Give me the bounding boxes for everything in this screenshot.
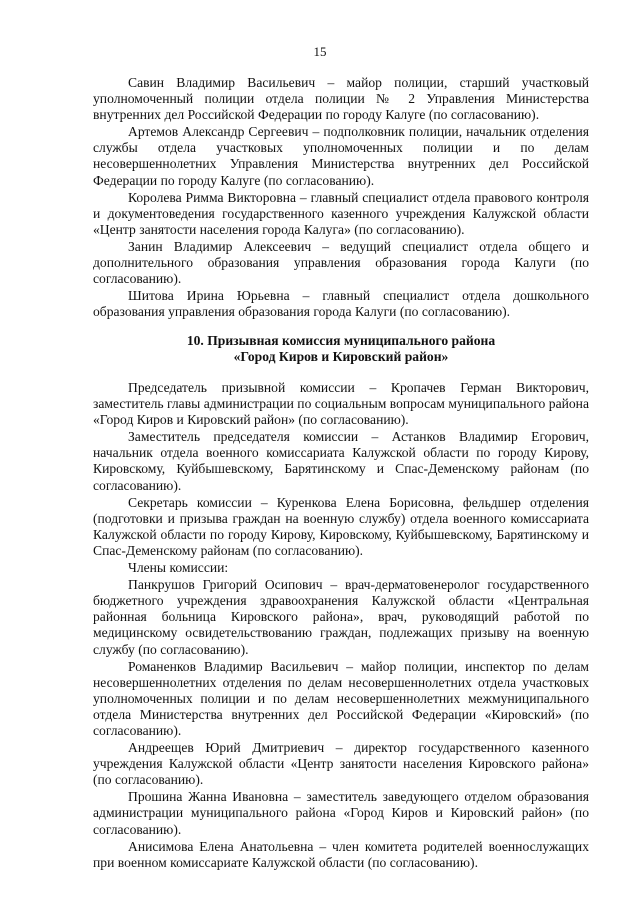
chairman-paragraph: Председатель призывной комиссии – Кропачев Герман Викторович, заместитель главы администрации по социальным вопросам муниципального района «Город Киров и Кировский район» (по согласованию). <box>93 380 589 428</box>
commission-composition <box>93 380 589 871</box>
page-number: 15 <box>313 44 327 59</box>
member-paragraph: Савин Владимир Васильевич – майор полиции, старший участковый уполномоченный полиции отдела полиции № 2 Управления Министерства внутренних дел Российской Федерации по городу Калуге (по согласованию). <box>93 75 589 123</box>
section-heading-line-2: «Город Киров и Кировский район» <box>233 349 449 365</box>
member-paragraph: Артемов Александр Сергеевич – подполковник полиции, начальник отделения службы отдела участковых уполномоченных полиции и по делам несовершеннолетних Управления Министерства внутренних дел Российской Федерации по городу Калуге (по согласованию). <box>93 124 589 188</box>
deputy-chairman-paragraph: Заместитель председателя комиссии – Астанков Владимир Егорович, начальник отдела военного комиссариата Калужской области по городу Кирову, Кировскому, Куйбышевскому, Барятинскому и Спас-Деменскому районам (по согласованию). <box>93 429 589 493</box>
member-paragraph: Занин Владимир Алексеевич – ведущий специалист отдела общего и дополнительного образования управления образования города Калуги (по согласованию). <box>93 238 589 287</box>
section-heading <box>93 333 589 365</box>
section-heading-line-1: 10. Призывная комиссия муниципального района <box>186 333 496 348</box>
member-paragraph: Королева Римма Викторовна – главный специалист отдела правового контроля и документоведения государственного казенного учреждения Калужской области «Центр занятости населения города Калуга» (по согласованию). <box>93 189 589 237</box>
members-list-top <box>93 75 589 320</box>
member-paragraph: Анисимова Елена Анатольевна – член комитета родителей военнослужащих при военном комиссариате Калужской области (по согласованию). <box>93 838 589 870</box>
member-paragraph: Шитова Ирина Юрьевна – главный специалист отдела дошкольного образования управления образования города Калуги (по согласованию). <box>93 288 589 320</box>
member-paragraph: Романенков Владимир Васильевич – майор полиции, инспектор по делам несовершеннолетних отделения по делам несовершеннолетних отдела участковых уполномоченных полиции и по делам несовершеннолетних межмуниципального отдела Министерства внутренних дел Российской Федерации «Кировский» (по согласованию). <box>93 658 589 738</box>
members-label: Члены комиссии: <box>128 560 229 576</box>
secretary-paragraph: Секретарь комиссии – Куренкова Елена Борисовна, фельдшер отделения (подготовки и призыва граждан на военную службу) отдела военного комиссариата Калужской области по городу Кирову, Кировскому, Куйбышевскому, Барятинскому и Спас-Деменскому районам (по согласованию). <box>93 494 589 558</box>
member-paragraph: Андреещев Юрий Дмитриевич – директор государственного казенного учреждения Калужской области «Центр занятости населения Кировского района» (по согласованию). <box>93 740 589 788</box>
member-paragraph: Панкрушов Григорий Осипович – врач-дерматовенеролог государственного бюджетного учреждения здравоохранения Калужской области «Центральная районная больница Кировского района», врач, руководящий работой по медицинскому освидетельствованию граждан, подлежащих призыву на военную службу (по согласованию). <box>93 577 589 657</box>
member-paragraph: Прошина Жанна Ивановна – заместитель заведующего отделом образования администрации муниципального района «Город Киров и Кировский район» (по согласованию). <box>93 789 589 837</box>
